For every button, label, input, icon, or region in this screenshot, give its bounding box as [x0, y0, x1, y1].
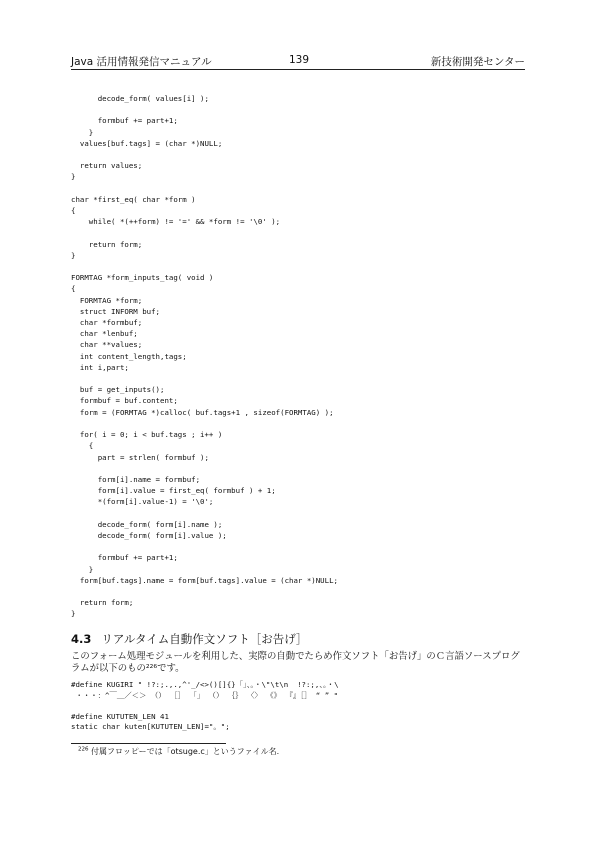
- code-listing-1: decode_form( values[i] ); formbuf += part+1; } values[buf.tags] = (char *)NULL; return values; } char *first_eq( char *form ) { while( *(++form) != '=' && *form != '\0' ); return form; } FORMTAG *form_inputs_tag( void ) { FORMTAG *form; struct INFORM buf; char *formbuf; char *lenbuf; char **values; int content_length,tags; int i,part; buf = get_inputs(); formbuf = buf.content; form = (FORMTAG *)calloc( buf.tags+1 , sizeof(FORMTAG) ); for( i = 0; i < buf.tags ; i++ ) { part = strlen( formbuf ); form[i].name = formbuf; form[i].value = first_eq( formbuf ) + 1; *(form[i].value-1) = '\0'; decode_form( form[i].name ); decode_form( form[i].value ); formbuf += part+1; } form[buf.tags].name = form[buf.tags].value = (char *)NULL; return form; }: [71, 94, 338, 619]
- code-listing-2: #define KUGIRI " !?:;.,.,^'_/<>()[]{}「」、。・\"\t\n !?:;,、。・\ ・・・：^￣＿／＜＞ （） ［］ 「」 （） ｛｝ 〈〉 《》 『』［］ “ ” " #define KUTUTEN_LEN 41 static char kuten[KUTUTEN_LEN]="。";: [71, 680, 339, 732]
- section-heading: [71, 631, 307, 647]
- running-header: [71, 52, 525, 68]
- body-paragraph: このフォーム処理モジュールを利用した、実際の自動でたらめ作文ソフト「お告げ」のＣ言語ソースプログラムが以下のもの²²⁶です。: [71, 651, 520, 674]
- page-number: 139: [289, 54, 310, 66]
- header-title: Java 活用情報発信マニュアル: [71, 56, 212, 68]
- header-organization: 新技術開発センター: [430, 56, 525, 68]
- footnote-text: 付属フロッピーでは「otsuge.c」というファイル名.: [91, 747, 280, 756]
- section-number: 4.3: [71, 632, 92, 646]
- section-title: リアルタイム自動作文ソフト［お告げ］: [101, 632, 308, 646]
- footnote-rule: [71, 743, 226, 744]
- footnote-mark: 226: [78, 746, 89, 753]
- footnote: [78, 746, 279, 757]
- header-rule: [71, 69, 525, 70]
